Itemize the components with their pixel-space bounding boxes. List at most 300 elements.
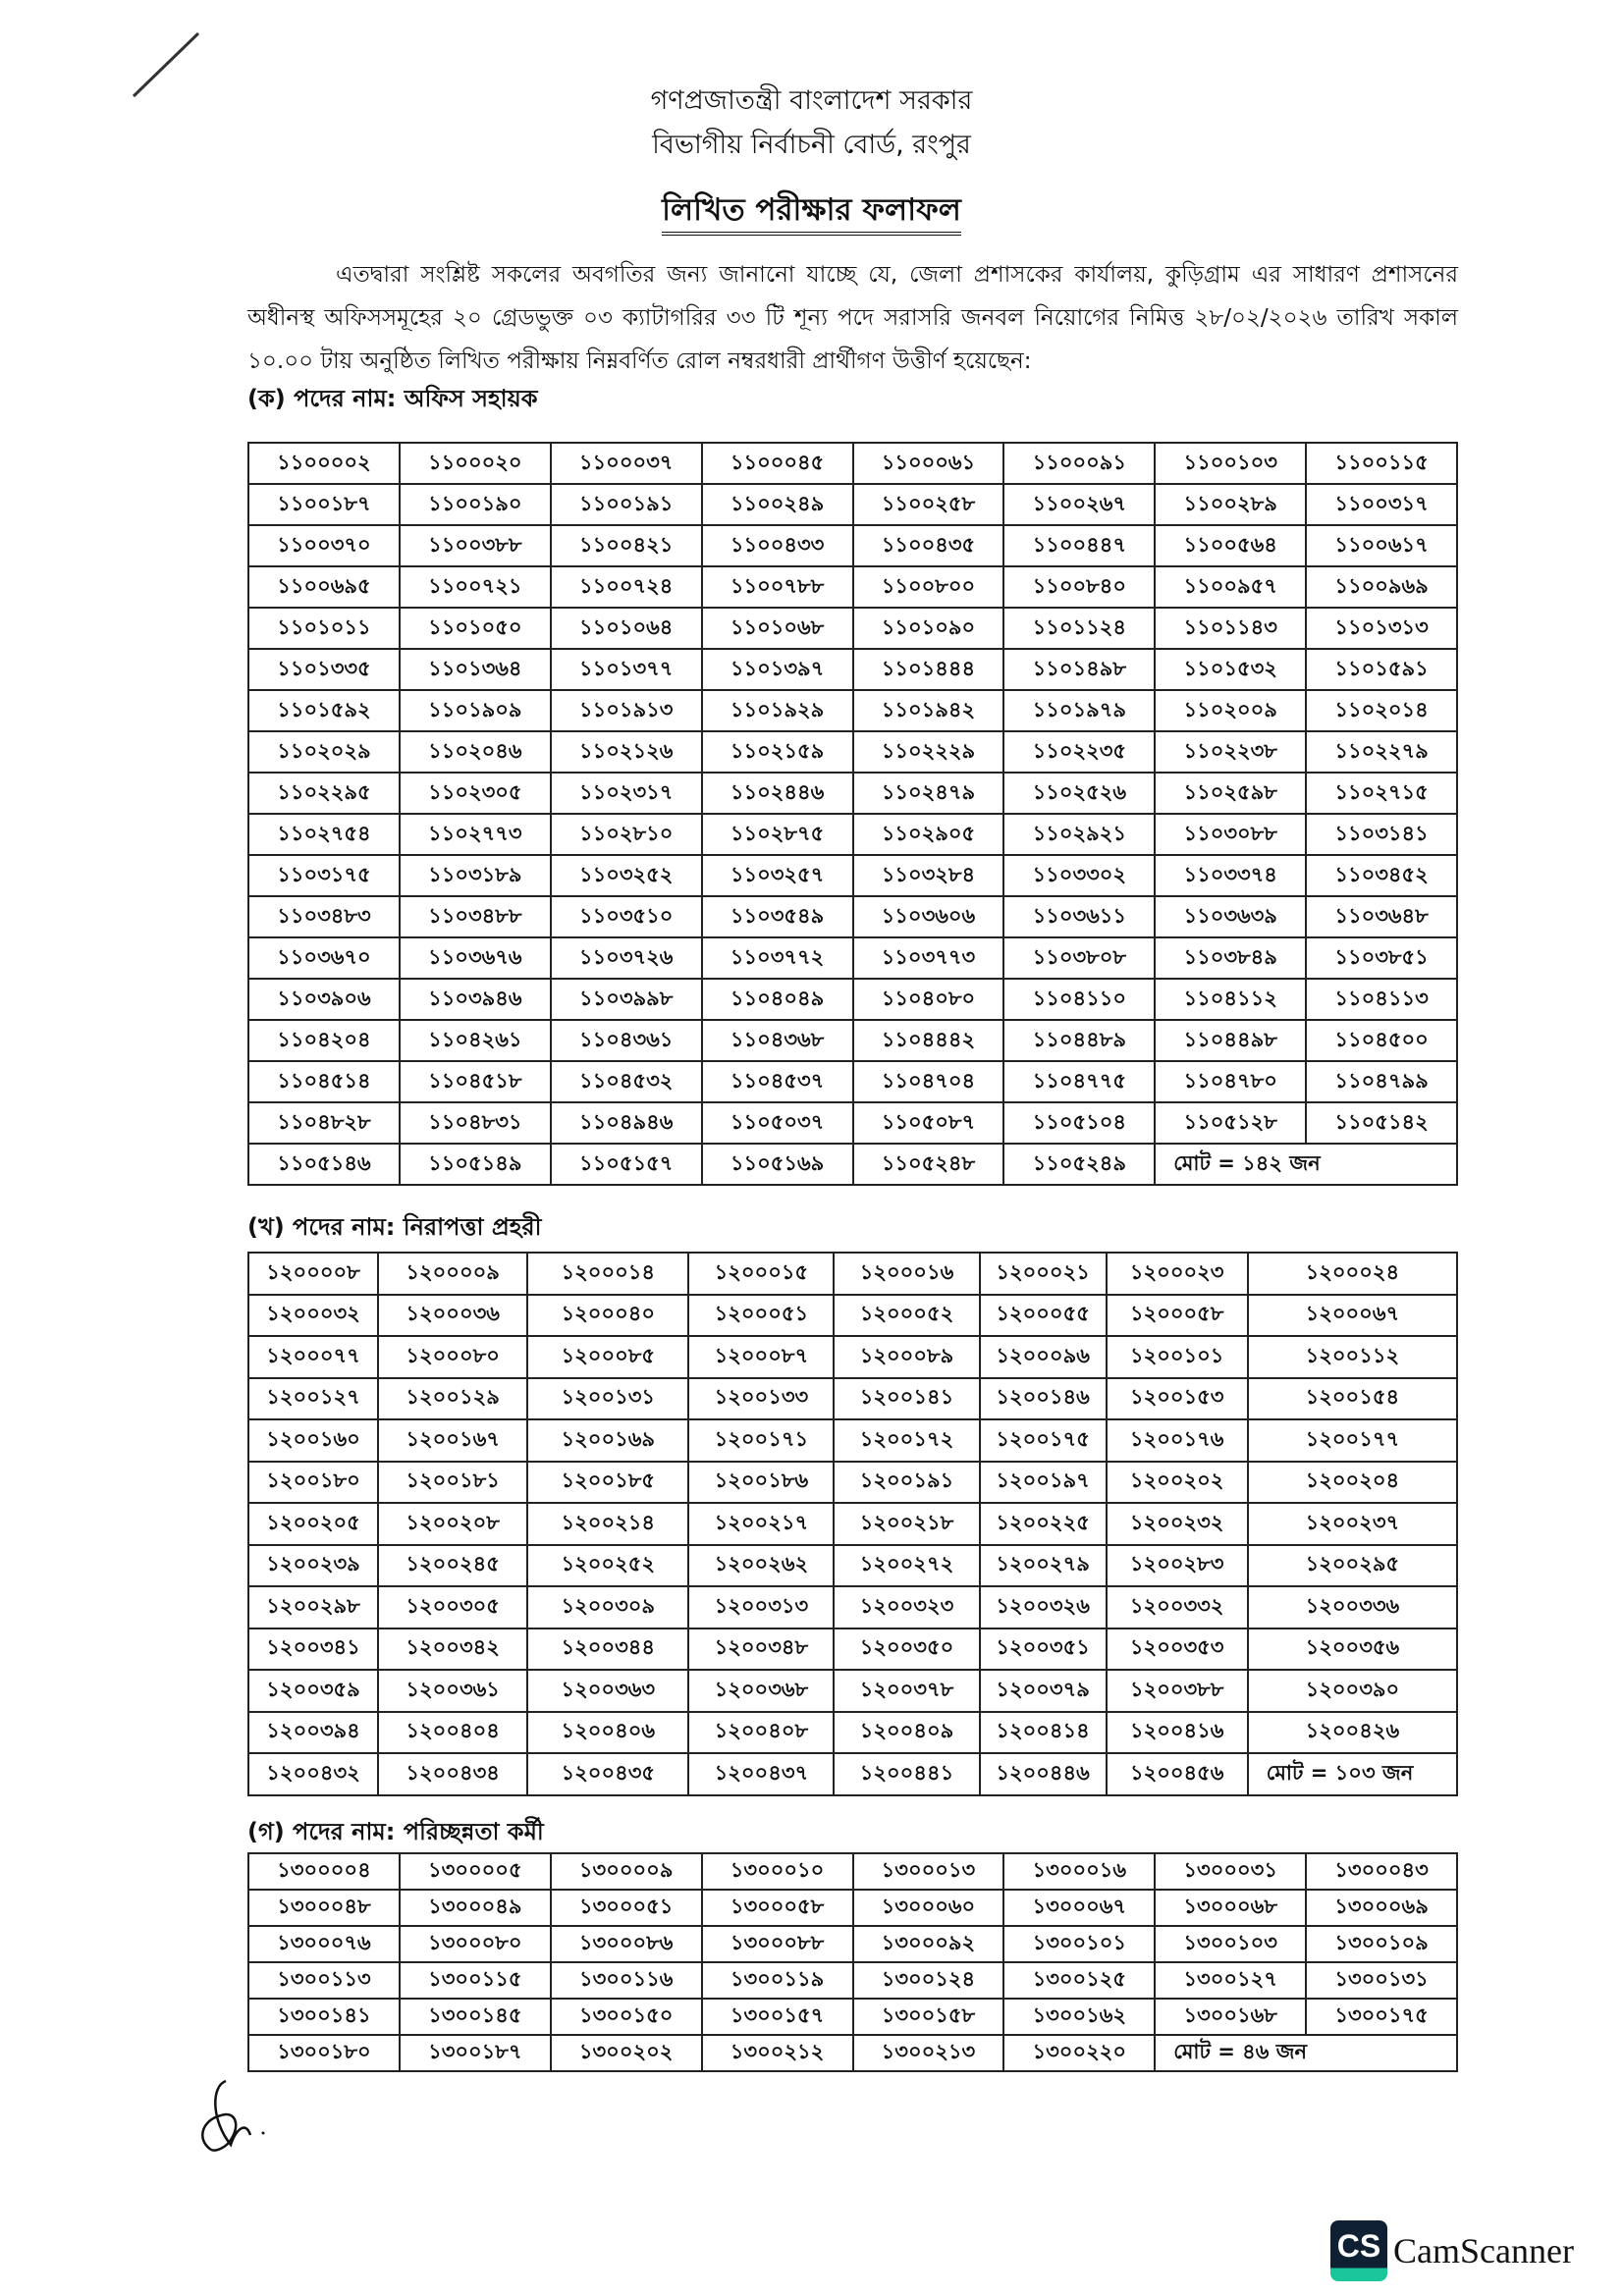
roll-number-cell: ১১০৩৪৫২ xyxy=(1306,855,1457,896)
table-row xyxy=(248,1462,1457,1504)
table-row xyxy=(248,979,1457,1020)
roll-number-cell: ১২০০১৭৭ xyxy=(1248,1419,1457,1462)
roll-number-cell: ১৩০০১০৩ xyxy=(1155,1926,1306,1962)
roll-number-cell: ১৩০০১১৩ xyxy=(248,1962,400,1999)
roll-number-cell: ১৩০০০৮৮ xyxy=(702,1926,853,1962)
table-row xyxy=(248,1061,1457,1102)
table-row xyxy=(248,1890,1457,1926)
table-row xyxy=(248,1295,1457,1337)
roll-number-cell: ১১০১০৯০ xyxy=(853,608,1004,649)
roll-number-cell: ১২০০২৭২ xyxy=(834,1545,979,1587)
roll-number-cell: ১৩০০০০৪ xyxy=(248,1853,400,1890)
total-count-cell: মোট = ১০৩ জন xyxy=(1248,1753,1457,1795)
roll-number-cell: ১১০১৯২৯ xyxy=(702,690,853,731)
roll-number-cell: ১২০০২৯৫ xyxy=(1248,1545,1457,1587)
roll-number-cell: ১২০০০৩৬ xyxy=(378,1295,527,1337)
roll-number-cell: ১২০০১৩১ xyxy=(527,1378,688,1420)
roll-number-cell: ১১০৩৮৫১ xyxy=(1306,937,1457,979)
roll-number-cell: ১২০০০১৬ xyxy=(834,1253,979,1295)
roll-number-cell: ১১০৪১১৩ xyxy=(1306,979,1457,1020)
roll-number-cell: ১২০০১৭২ xyxy=(834,1419,979,1462)
roll-number-cell: ১১০০১৯১ xyxy=(551,484,702,525)
roll-number-cell: ১৩০০০৬৭ xyxy=(1003,1890,1155,1926)
roll-number-cell: ১২০০২০৫ xyxy=(248,1503,378,1545)
roll-number-cell: ১১০৩২৫২ xyxy=(551,855,702,896)
roll-number-cell: ১১০৪০৪৯ xyxy=(702,979,853,1020)
table-row xyxy=(248,1999,1457,2035)
roll-number-cell: ১১০৩৮৪৯ xyxy=(1155,937,1306,979)
roll-number-cell: ১১০০০২০ xyxy=(400,443,551,484)
roll-number-cell: ১২০০২৫২ xyxy=(527,1545,688,1587)
government-name: গণপ্রজাতন্ত্রী বাংলাদেশ সরকার xyxy=(650,85,973,116)
table-row xyxy=(248,1503,1457,1545)
roll-number-cell: ১২০০২৭৯ xyxy=(980,1545,1107,1587)
roll-number-cell: ১১০২০৪৬ xyxy=(400,731,551,773)
roll-number-cell: ১১০০৪৩৩ xyxy=(702,525,853,566)
roll-number-cell: ১১০২২৭৯ xyxy=(1306,731,1457,773)
roll-number-cell: ১৩০০০১৩ xyxy=(853,1853,1004,1890)
roll-number-cell: ১৩০০১৫০ xyxy=(551,1999,702,2035)
roll-number-cell: ১১০২১২৬ xyxy=(551,731,702,773)
roll-number-cell: ১২০০২০৪ xyxy=(1248,1462,1457,1504)
roll-number-cell: ১২০০০৫৮ xyxy=(1107,1295,1248,1337)
roll-number-cell: ১১০১৪৯৮ xyxy=(1003,649,1155,690)
table-row xyxy=(248,1020,1457,1061)
roll-number-cell: ১১০০১৮৭ xyxy=(248,484,400,525)
roll-number-cell: ১৩০০০০৫ xyxy=(400,1853,551,1890)
roll-number-cell: ১২০০৩২৩ xyxy=(834,1586,979,1629)
roll-number-cell: ১১০২৭৭৩ xyxy=(400,814,551,855)
roll-number-cell: ১১০২৫৯৮ xyxy=(1155,773,1306,814)
roll-number-cell: ১১০১৫৩২ xyxy=(1155,649,1306,690)
roll-number-cell: ১২০০২১৮ xyxy=(834,1503,979,1545)
roll-number-cell: ১১০৫১৪৬ xyxy=(248,1144,400,1185)
roll-number-cell: ১১০২২৩৫ xyxy=(1003,731,1155,773)
roll-number-cell: ১১০০৭২৪ xyxy=(551,566,702,608)
roll-number-cell: ১২০০৩৫৩ xyxy=(1107,1629,1248,1671)
roll-number-cell: ১২০০০০৮ xyxy=(248,1253,378,1295)
roll-number-cell: ১৩০০১৩১ xyxy=(1306,1962,1457,1999)
roll-number-cell: ১১০০১৯০ xyxy=(400,484,551,525)
roll-number-cell: ১১০০২৫৮ xyxy=(853,484,1004,525)
roll-number-cell: ১২০০০২৪ xyxy=(1248,1253,1457,1295)
roll-number-cell: ১২০০২৯৮ xyxy=(248,1586,378,1629)
roll-number-cell: ১২০০১৫৪ xyxy=(1248,1378,1457,1420)
roll-number-cell: ১১০০৯৫৭ xyxy=(1155,566,1306,608)
roll-number-cell: ১২০০৩১৩ xyxy=(688,1586,834,1629)
roll-number-cell: ১৩০০১৫৮ xyxy=(853,1999,1004,2035)
roll-number-cell: ১২০০৪৪৬ xyxy=(980,1753,1107,1795)
roll-number-cell: ১১০৪১১০ xyxy=(1003,979,1155,1020)
roll-number-cell: ১১০০৫৬৪ xyxy=(1155,525,1306,566)
roll-number-cell: ১২০০৪৩৭ xyxy=(688,1753,834,1795)
roll-number-cell: ১১০৪৫৩২ xyxy=(551,1061,702,1102)
table-row xyxy=(248,566,1457,608)
roll-number-cell: ১৩০০০৭৬ xyxy=(248,1926,400,1962)
roll-number-cell: ১১০৩৩০২ xyxy=(1003,855,1155,896)
roll-number-cell: ১২০০৩২৬ xyxy=(980,1586,1107,1629)
roll-number-cell: ১১০৫১৪২ xyxy=(1306,1102,1457,1144)
roll-number-cell: ১১০০৮০০ xyxy=(853,566,1004,608)
roll-number-cell: ১২০০৩০৯ xyxy=(527,1586,688,1629)
roll-number-cell: ১৩০০১১৫ xyxy=(400,1962,551,1999)
roll-number-cell: ১১০০৭৮৮ xyxy=(702,566,853,608)
table-row xyxy=(248,1926,1457,1962)
roll-number-cell: ১২০০১৯১ xyxy=(834,1462,979,1504)
section-label-security-guard: (খ) পদের নাম: নিরাপত্তা প্রহরী xyxy=(247,1213,542,1241)
roll-number-cell: ১১০২৪৪৬ xyxy=(702,773,853,814)
roll-number-cell: ১২০০০৯৬ xyxy=(980,1336,1107,1378)
roll-number-cell: ১৩০০০৫৮ xyxy=(702,1890,853,1926)
roll-number-cell: ১১০৪২৬১ xyxy=(400,1020,551,1061)
table-row xyxy=(248,773,1457,814)
roll-number-cell: ১১০১৩৭৭ xyxy=(551,649,702,690)
roll-number-cell: ১১০৫১৫৭ xyxy=(551,1144,702,1185)
roll-number-cell: ১৩০০১৬৮ xyxy=(1155,1999,1306,2035)
roll-number-cell: ১১০১১৪৩ xyxy=(1155,608,1306,649)
roll-number-cell: ১১০২৯২১ xyxy=(1003,814,1155,855)
table-row xyxy=(248,690,1457,731)
roll-number-cell: ১১০২৭১৫ xyxy=(1306,773,1457,814)
roll-number-cell: ১১০৪৮৩১ xyxy=(400,1102,551,1144)
roll-number-cell: ১১০৪৮২৮ xyxy=(248,1102,400,1144)
roll-number-cell: ১১০২৮১০ xyxy=(551,814,702,855)
table-row xyxy=(248,1586,1457,1629)
table-row xyxy=(248,443,1457,484)
roll-number-cell: ১১০০০৯১ xyxy=(1003,443,1155,484)
roll-number-cell: ১১০৩৬৪৮ xyxy=(1306,896,1457,937)
roll-number-cell: ১৩০০০৬০ xyxy=(853,1890,1004,1926)
roll-number-cell: ১১০২৮৭৫ xyxy=(702,814,853,855)
roll-number-cell: ১১০০৪৩৫ xyxy=(853,525,1004,566)
roll-number-cell: ১৩০০১২৪ xyxy=(853,1962,1004,1999)
roll-number-cell: ১১০৪৪৪২ xyxy=(853,1020,1004,1061)
roll-number-cell: ১১০১৯৭৯ xyxy=(1003,690,1155,731)
roll-number-cell: ১৩০০১১৬ xyxy=(551,1962,702,1999)
roll-number-cell: ১১০৪৩৬৮ xyxy=(702,1020,853,1061)
notice-paragraph: এতদ্বারা সংশ্লিষ্ট সকলের অবগতির জন্য জানানো যাচ্ছে যে, জেলা প্রশাসকের কার্যালয়, কুড়িগ্রাম এর সাধারণ প্রশাসনের অধীনস্থ অফিসসমূহের ২০ গ্রেডভুক্ত ০৩ ক্যাটাগরির ৩৩ টি শূন্য পদে সরাসরি জনবল নিয়োগের নিমিত্ত ২৮/০২/২০২৬ তারিখ সকাল ১০.০০ টায় অনুষ্ঠিত লিখিত পরীক্ষায় নিম্নবর্ণিত রোল নম্বরধারী প্রার্থীগণ উত্তীর্ণ হয়েছেন: xyxy=(247,262,1458,374)
roll-number-cell: ১১০৪৯৪৬ xyxy=(551,1102,702,1144)
roll-number-cell: ১১০৪৭৭৫ xyxy=(1003,1061,1155,1102)
table-row xyxy=(248,1962,1457,1999)
roll-number-cell: ১৩০০১৬২ xyxy=(1003,1999,1155,2035)
roll-number-cell: ১২০০১২৭ xyxy=(248,1378,378,1420)
roll-number-cell: ১১০৩৪৮৮ xyxy=(400,896,551,937)
total-count-cell: মোট = ১৪২ জন xyxy=(1155,1144,1457,1185)
roll-number-cell: ১৩০০১১৯ xyxy=(702,1962,853,1999)
table-row xyxy=(248,1753,1457,1795)
roll-number-cell: ১২০০৪১৪ xyxy=(980,1712,1107,1754)
roll-number-cell: ১২০০৪৩৫ xyxy=(527,1753,688,1795)
roll-number-cell: ১১০৩৬৭৬ xyxy=(400,937,551,979)
table-row xyxy=(248,1102,1457,1144)
roll-number-cell: ১১০৩৬০৬ xyxy=(853,896,1004,937)
security-guard-roll-table xyxy=(247,1252,1458,1796)
office-assistant-roll-table xyxy=(247,442,1458,1186)
roll-number-cell: ১১০৩৫৪৯ xyxy=(702,896,853,937)
roll-number-cell: ১২০০২০৮ xyxy=(378,1503,527,1545)
camscanner-watermark xyxy=(1330,2220,1574,2281)
roll-number-cell: ১১০৩৯৯৮ xyxy=(551,979,702,1020)
roll-number-cell: ১১০০০৬১ xyxy=(853,443,1004,484)
table-row xyxy=(248,649,1457,690)
cleaner-roll-table xyxy=(247,1852,1458,2072)
roll-number-cell: ১২০০৩৭৯ xyxy=(980,1670,1107,1712)
table-row xyxy=(248,1419,1457,1462)
roll-number-cell: ১১০১৫৯১ xyxy=(1306,649,1457,690)
roll-number-cell: ১১০৩৯৪৬ xyxy=(400,979,551,1020)
table-row xyxy=(248,855,1457,896)
roll-number-cell: ১১০০২৮৯ xyxy=(1155,484,1306,525)
roll-number-cell: ১২০০২৬২ xyxy=(688,1545,834,1587)
table-row xyxy=(248,608,1457,649)
table-row xyxy=(248,1545,1457,1587)
roll-number-cell: ১৩০০১২৫ xyxy=(1003,1962,1155,1999)
roll-number-cell: ১১০০৮৪০ xyxy=(1003,566,1155,608)
roll-number-cell: ১১০০০০২ xyxy=(248,443,400,484)
roll-number-cell: ১২০০১৬৭ xyxy=(378,1419,527,1462)
roll-number-cell: ১১০২২২৯ xyxy=(853,731,1004,773)
roll-number-cell: ১১০৪৫১৮ xyxy=(400,1061,551,1102)
roll-number-cell: ১১০০৪৪৭ xyxy=(1003,525,1155,566)
roll-number-cell: ১১০২৩১৭ xyxy=(551,773,702,814)
roll-number-cell: ১১০৪১১২ xyxy=(1155,979,1306,1020)
roll-number-cell: ১৩০০০৮০ xyxy=(400,1926,551,1962)
table-row xyxy=(248,937,1457,979)
roll-number-cell: ১১০০৪২১ xyxy=(551,525,702,566)
section-label-office-assistant: (ক) পদের নাম: অফিস সহায়ক xyxy=(247,385,538,412)
roll-number-cell: ১২০০১০১ xyxy=(1107,1336,1248,1378)
roll-number-cell: ১১০৪৫১৪ xyxy=(248,1061,400,1102)
roll-number-cell: ১৩০০০১৬ xyxy=(1003,1853,1155,1890)
roll-number-cell: ১১০১৯৪২ xyxy=(853,690,1004,731)
roll-number-cell: ১২০০১৮৬ xyxy=(688,1462,834,1504)
roll-number-cell: ১১০৪৪৮৯ xyxy=(1003,1020,1155,1061)
table-row xyxy=(248,731,1457,773)
roll-number-cell: ১২০০২৮৩ xyxy=(1107,1545,1248,1587)
roll-number-cell: ১২০০১৬০ xyxy=(248,1419,378,1462)
roll-number-cell: ১১০৫২৪৯ xyxy=(1003,1144,1155,1185)
roll-number-cell: ১২০০১১২ xyxy=(1248,1336,1457,1378)
roll-number-cell: ১১০১০৬৮ xyxy=(702,608,853,649)
table-row xyxy=(248,1853,1457,1890)
roll-number-cell: ১৩০০০৮৬ xyxy=(551,1926,702,1962)
roll-number-cell: ১১০০৯৬৯ xyxy=(1306,566,1457,608)
roll-number-cell: ১১০৩৭৭২ xyxy=(702,937,853,979)
roll-number-cell: ১১০১০১১ xyxy=(248,608,400,649)
table-row xyxy=(248,1253,1457,1295)
roll-number-cell: ১২০০৩৩২ xyxy=(1107,1586,1248,1629)
roll-number-cell: ১১০৩২৮৪ xyxy=(853,855,1004,896)
roll-number-cell: ১১০৩৫১০ xyxy=(551,896,702,937)
roll-number-cell: ১২০০১৫৩ xyxy=(1107,1378,1248,1420)
roll-number-cell: ১১০৩৯০৬ xyxy=(248,979,400,1020)
roll-number-cell: ১২০০১৪১ xyxy=(834,1378,979,1420)
roll-number-cell: ১২০০৪০৬ xyxy=(527,1712,688,1754)
roll-number-cell: ১১০০৭২১ xyxy=(400,566,551,608)
roll-number-cell: ১২০০২৩২ xyxy=(1107,1503,1248,1545)
roll-number-cell: ১২০০০৬৭ xyxy=(1248,1295,1457,1337)
roll-number-cell: ১১০৪৭৮০ xyxy=(1155,1061,1306,1102)
board-name: বিভাগীয় নির্বাচনী বোর্ড, রংপুর xyxy=(652,130,971,160)
roll-number-cell: ১১০০২৪৯ xyxy=(702,484,853,525)
roll-number-cell: ১২০০০৮৫ xyxy=(527,1336,688,1378)
roll-number-cell: ১২০০০৫২ xyxy=(834,1295,979,1337)
roll-number-cell: ১১০১৫৯২ xyxy=(248,690,400,731)
roll-number-cell: ১১০১০৬৪ xyxy=(551,608,702,649)
roll-number-cell: ১১০৩৭২৬ xyxy=(551,937,702,979)
roll-number-cell: ১১০১৩৬৪ xyxy=(400,649,551,690)
table-row xyxy=(248,525,1457,566)
roll-number-cell: ১১০৪২০৪ xyxy=(248,1020,400,1061)
roll-number-cell: ১৩০০০১০ xyxy=(702,1853,853,1890)
roll-number-cell: ১২০০১৮০ xyxy=(248,1462,378,1504)
roll-number-cell: ১৩০০০৪৩ xyxy=(1306,1853,1457,1890)
roll-number-cell: ১১০৪০৮০ xyxy=(853,979,1004,1020)
roll-number-cell: ১২০০১৭৫ xyxy=(980,1419,1107,1462)
roll-number-cell: ১২০০৪৩৪ xyxy=(378,1753,527,1795)
roll-number-cell: ১৩০০১৭৫ xyxy=(1306,1999,1457,2035)
roll-number-cell: ১১০২৯০৫ xyxy=(853,814,1004,855)
roll-number-cell: ১১০২৩০৫ xyxy=(400,773,551,814)
roll-number-cell: ১১০২২৯৫ xyxy=(248,773,400,814)
table-row xyxy=(248,1336,1457,1378)
roll-number-cell: ১২০০২০২ xyxy=(1107,1462,1248,1504)
roll-number-cell: ১২০০১৭৬ xyxy=(1107,1419,1248,1462)
roll-number-cell: ১১০৩১৮৯ xyxy=(400,855,551,896)
roll-number-cell: ১১০০৬৯৫ xyxy=(248,566,400,608)
roll-number-cell: ১১০০৬১৭ xyxy=(1306,525,1457,566)
roll-number-cell: ১১০১১২৪ xyxy=(1003,608,1155,649)
table-row xyxy=(248,1629,1457,1671)
roll-number-cell: ১৩০০০৯২ xyxy=(853,1926,1004,1962)
roll-number-cell: ১১০১৩৯৭ xyxy=(702,649,853,690)
roll-number-cell: ১২০০২২৫ xyxy=(980,1503,1107,1545)
roll-number-cell: ১১০২৫২৬ xyxy=(1003,773,1155,814)
roll-number-cell: ১২০০৪০৮ xyxy=(688,1712,834,1754)
roll-number-cell: ১২০০৩৮৮ xyxy=(1107,1670,1248,1712)
roll-number-cell: ১১০৪৭০৪ xyxy=(853,1061,1004,1102)
roll-number-cell: ১১০১৯০৯ xyxy=(400,690,551,731)
roll-number-cell: ১২০০৩৫৬ xyxy=(1248,1629,1457,1671)
roll-number-cell: ১৩০০১৮০ xyxy=(248,2035,400,2071)
roll-number-cell: ১১০৩০৮৮ xyxy=(1155,814,1306,855)
roll-number-cell: ১১০৫১৪৯ xyxy=(400,1144,551,1185)
table-row xyxy=(248,814,1457,855)
table-row xyxy=(248,1670,1457,1712)
roll-number-cell: ১২০০৩৭৮ xyxy=(834,1670,979,1712)
roll-number-cell: ১১০৩১৭৫ xyxy=(248,855,400,896)
roll-number-cell: ১১০০০৪৫ xyxy=(702,443,853,484)
roll-number-cell: ১২০০০৮০ xyxy=(378,1336,527,1378)
roll-number-cell: ১২০০৩৫১ xyxy=(980,1629,1107,1671)
roll-number-cell: ১২০০৪৫৬ xyxy=(1107,1753,1248,1795)
roll-number-cell: ১৩০০১০১ xyxy=(1003,1926,1155,1962)
roll-number-cell: ১১০৫১৬৯ xyxy=(702,1144,853,1185)
roll-number-cell: ১১০১৯১৩ xyxy=(551,690,702,731)
roll-number-cell: ১২০০০৭৭ xyxy=(248,1336,378,1378)
roll-number-cell: ১৩০০২০২ xyxy=(551,2035,702,2071)
roll-number-cell: ১১০১৩৩৫ xyxy=(248,649,400,690)
roll-number-cell: ১১০২২৩৮ xyxy=(1155,731,1306,773)
roll-number-cell: ১২০০০১৫ xyxy=(688,1253,834,1295)
roll-number-cell: ১২০০১৯৭ xyxy=(980,1462,1107,1504)
roll-number-cell: ১১০২৭৫৪ xyxy=(248,814,400,855)
roll-number-cell: ১১০১৩১৩ xyxy=(1306,608,1457,649)
roll-number-cell: ১১০০৩৭০ xyxy=(248,525,400,566)
roll-number-cell: ১২০০১৬৯ xyxy=(527,1419,688,1462)
roll-number-cell: ১২০০১৮৫ xyxy=(527,1462,688,1504)
roll-number-cell: ১২০০০৮৭ xyxy=(688,1336,834,1378)
roll-number-cell: ১১০২১৫৯ xyxy=(702,731,853,773)
roll-number-cell: ১২০০৪০৪ xyxy=(378,1712,527,1754)
roll-number-cell: ১২০০০৩২ xyxy=(248,1295,378,1337)
roll-number-cell: ১২০০৩৪৮ xyxy=(688,1629,834,1671)
roll-number-cell: ১৩০০০৪৮ xyxy=(248,1890,400,1926)
roll-number-cell: ১২০০১৪৬ xyxy=(980,1378,1107,1420)
roll-number-cell: ১২০০৩০৫ xyxy=(378,1586,527,1629)
roll-number-cell: ১২০০২৩৭ xyxy=(1248,1503,1457,1545)
roll-number-cell: ১২০০১৭১ xyxy=(688,1419,834,1462)
roll-number-cell: ১১০৩৪৮৩ xyxy=(248,896,400,937)
roll-number-cell: ১১০৪৫০০ xyxy=(1306,1020,1457,1061)
roll-number-cell: ১৩০০০৫১ xyxy=(551,1890,702,1926)
roll-number-cell: ১৩০০১২৭ xyxy=(1155,1962,1306,1999)
document-title-text: লিখিত পরীক্ষার ফলাফল xyxy=(662,192,961,236)
roll-number-cell: ১২০০৩৬৮ xyxy=(688,1670,834,1712)
roll-number-cell: ১১০০১১৫ xyxy=(1306,443,1457,484)
table-row xyxy=(248,896,1457,937)
table-row xyxy=(248,1712,1457,1754)
roll-number-cell: ১৩০০১৮৭ xyxy=(400,2035,551,2071)
table-row xyxy=(248,2035,1457,2071)
table-row xyxy=(248,1378,1457,1420)
roll-number-cell: ১১০৫০৮৭ xyxy=(853,1102,1004,1144)
roll-number-cell: ১৩০০২১২ xyxy=(702,2035,853,2071)
roll-number-cell: ১১০৫২৪৮ xyxy=(853,1144,1004,1185)
table-row xyxy=(248,484,1457,525)
roll-number-cell: ১২০০০৮৯ xyxy=(834,1336,979,1378)
roll-number-cell: ১২০০১৮১ xyxy=(378,1462,527,1504)
roll-number-cell: ১২০০১২৯ xyxy=(378,1378,527,1420)
roll-number-cell: ১২০০২৩৯ xyxy=(248,1545,378,1587)
roll-number-cell: ১২০০০২১ xyxy=(980,1253,1107,1295)
roll-number-cell: ১২০০২১৪ xyxy=(527,1503,688,1545)
roll-number-cell: ১২০০০১৪ xyxy=(527,1253,688,1295)
section-label-cleaner: (গ) পদের নাম: পরিচ্ছন্নতা কর্মী xyxy=(247,1818,544,1845)
roll-number-cell: ১২০০৩৬৩ xyxy=(527,1670,688,1712)
roll-number-cell: ১১০১৪৪৪ xyxy=(853,649,1004,690)
roll-number-cell: ১৩০০১৫৭ xyxy=(702,1999,853,2035)
roll-number-cell: ১২০০০৫১ xyxy=(688,1295,834,1337)
roll-number-cell: ১২০০৪০৯ xyxy=(834,1712,979,1754)
roll-number-cell: ১২০০০০৯ xyxy=(378,1253,527,1295)
roll-number-cell: ১১০৩২৫৭ xyxy=(702,855,853,896)
roll-number-cell: ১২০০৩৬১ xyxy=(378,1670,527,1712)
roll-number-cell: ১২০০৪২৬ xyxy=(1248,1712,1457,1754)
camscanner-text: CamScanner xyxy=(1393,2231,1574,2270)
roll-number-cell: ১১০৫১০৪ xyxy=(1003,1102,1155,1144)
roll-number-cell: ১২০০৩৪৪ xyxy=(527,1629,688,1671)
roll-number-cell: ১১০৩৬৩৯ xyxy=(1155,896,1306,937)
roll-number-cell: ১১০৩১৪১ xyxy=(1306,814,1457,855)
roll-number-cell: ১৩০০০৬৯ xyxy=(1306,1890,1457,1926)
roll-number-cell: ১১০০০৩৭ xyxy=(551,443,702,484)
roll-number-cell: ১৩০০০৬৮ xyxy=(1155,1890,1306,1926)
roll-number-cell: ১২০০৩৫০ xyxy=(834,1629,979,1671)
roll-number-cell: ১১০৫১২৮ xyxy=(1155,1102,1306,1144)
table-row xyxy=(248,1144,1457,1185)
